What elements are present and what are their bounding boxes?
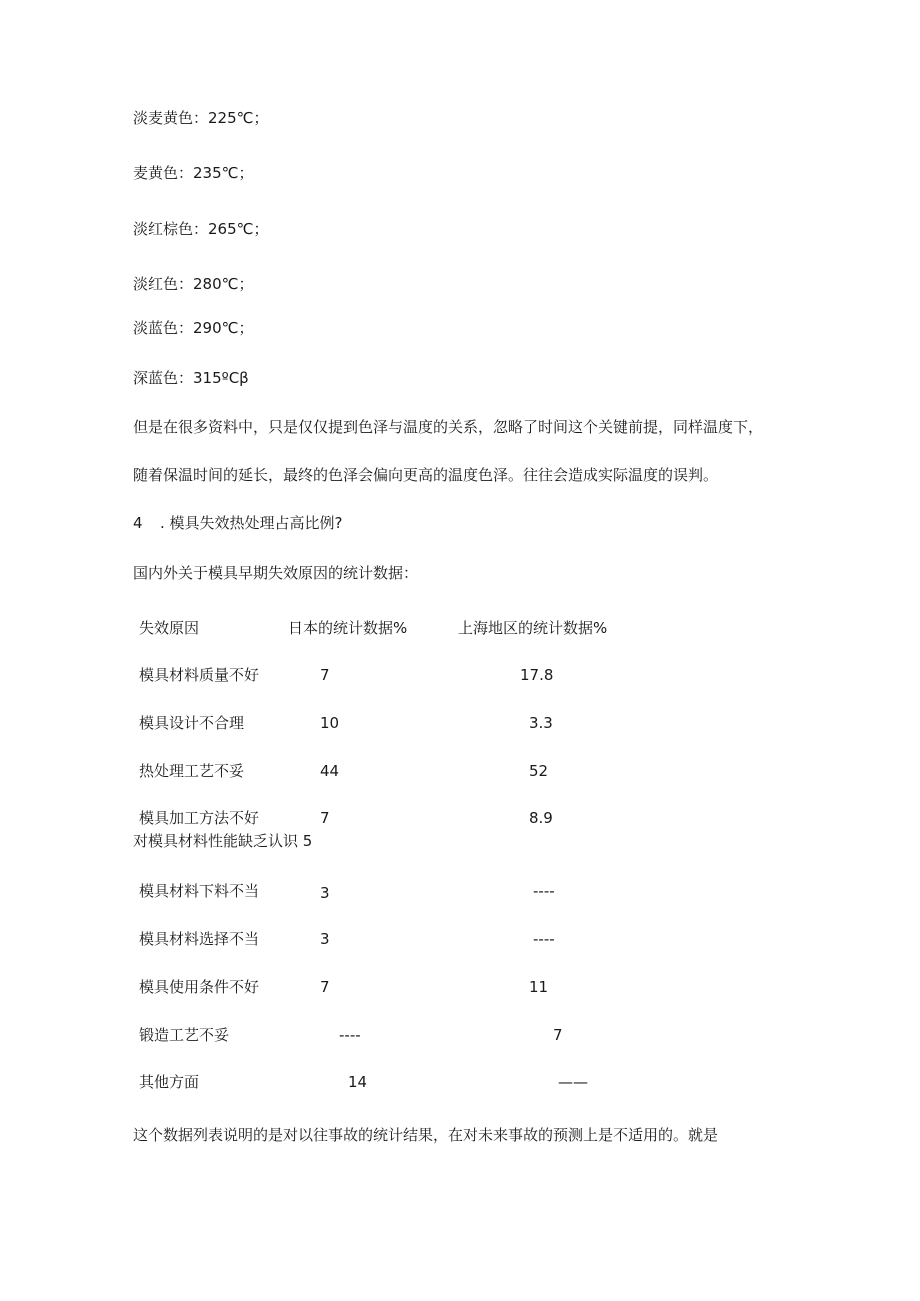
temperature-color-line: 深蓝色：315ºCβ xyxy=(133,369,249,387)
paragraph-line: 但是在很多资料中，只是仅仅提到色泽与温度的关系，忽略了时间这个关键前提，同样温度下， xyxy=(133,418,764,436)
intro-text: 国内外关于模具早期失效原因的统计数据： xyxy=(133,564,419,582)
paragraph-line: 这个数据列表说明的是对以往事故的统计结果，在对未来事故的预测上是不适用的。就是 xyxy=(133,1126,719,1144)
paragraph-line: 随着保温时间的延长，最终的色泽会偏向更高的温度色泽。往往会造成实际温度的误判。 xyxy=(133,466,719,484)
table-cell: 3 xyxy=(320,884,330,902)
column-header: 日本的统计数据% xyxy=(288,619,408,637)
section-number: 4 xyxy=(133,514,143,532)
table-cell: ---- xyxy=(533,930,555,948)
table-cell: 热处理工艺不妥 xyxy=(139,762,245,780)
section-title: . 模具失效热处理占高比例? xyxy=(160,514,343,532)
table-cell: 7 xyxy=(553,1026,563,1044)
table-cell: 其他方面 xyxy=(139,1073,200,1091)
temperature-color-line: 淡红棕色：265℃； xyxy=(133,220,269,238)
column-header: 失效原因 xyxy=(139,619,200,637)
table-cell: 模具使用条件不好 xyxy=(139,978,260,996)
table-cell: 44 xyxy=(320,762,340,780)
temperature-color-line: 麦黄色：235℃； xyxy=(133,164,254,182)
table-cell: 模具材料下料不当 xyxy=(139,882,260,900)
table-cell: 10 xyxy=(320,714,340,732)
temperature-color-line: 淡红色：280℃； xyxy=(133,275,254,293)
table-cell: 模具加工方法不好 xyxy=(139,809,260,827)
table-cell: ---- xyxy=(339,1026,361,1044)
temperature-color-line: 淡蓝色：290℃； xyxy=(133,319,254,337)
table-cell: 3.3 xyxy=(529,714,553,732)
table-cell: 14 xyxy=(348,1073,368,1091)
table-cell: 8.9 xyxy=(529,809,553,827)
table-cell: 52 xyxy=(529,762,549,780)
table-cell: 模具设计不合理 xyxy=(139,714,245,732)
table-cell: 17.8 xyxy=(520,666,554,684)
table-cell: 模具材料选择不当 xyxy=(139,930,260,948)
table-cell: 7 xyxy=(320,666,330,684)
table-cell: 3 xyxy=(320,930,330,948)
table-cell: 模具材料质量不好 xyxy=(139,666,260,684)
table-cell: ---- xyxy=(533,882,555,900)
table-cell: 7 xyxy=(320,809,330,827)
temperature-color-line: 淡麦黄色：225℃； xyxy=(133,109,269,127)
table-cell: —— xyxy=(558,1073,588,1091)
table-cell: 7 xyxy=(320,978,330,996)
table-cell: 对模具材料性能缺乏认识 5 xyxy=(133,832,313,850)
column-header: 上海地区的统计数据% xyxy=(458,619,608,637)
table-cell: 锻造工艺不妥 xyxy=(139,1026,230,1044)
table-cell: 11 xyxy=(529,978,549,996)
